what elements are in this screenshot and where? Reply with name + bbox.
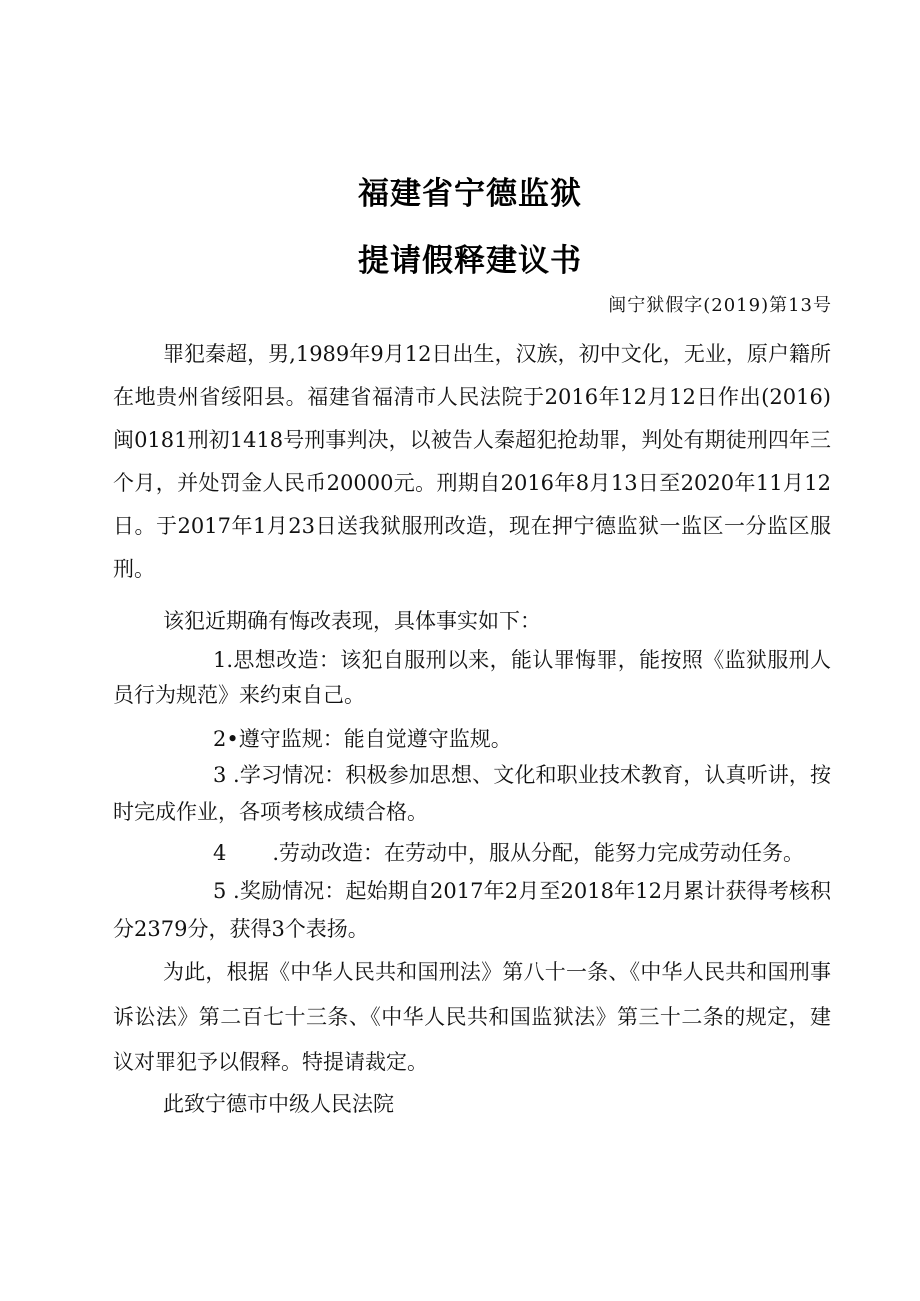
fact-item-text: 学习情况：积极参加思想、文化和职业技术教育，认真听讲，按时完成作业，各项考核成绩合格。 [113,763,831,824]
fact-item-number: 1. [213,648,234,672]
fact-item-text: 思想改造：该犯自服刑以来，能认罪悔罪，能按照《监狱服刑人员行为规范》来约束自己。 [113,648,831,707]
document-number: 闽宁狱假字(2019)第13号 [608,295,832,316]
fact-item-rewards [113,872,831,948]
fact-item-text: .劳动改造：在劳动中，服从分配，能努力完成劳动任务。 [272,841,805,865]
facts-lead-paragraph: 该犯近期确有悔改表现，具体事实如下： [163,609,541,633]
fact-item-text: 遵守监规：能自觉遵守监规。 [238,727,512,751]
document-title-institution: 福建省宁德监狱 [358,176,582,212]
fact-item-labor [113,832,831,874]
salutation: 此致宁德市中级人民法院 [163,1092,394,1116]
fact-item-number: 5 . [213,879,240,903]
fact-item-thought-reform [113,643,831,713]
fact-item-study [113,757,831,831]
intro-paragraph: 罪犯秦超，男,1989年9月12日出生，汉族，初中文化，无业，原户籍所在地贵州省绥阳县。福建省福清市人民法院于2016年12月12日作出(2016)闽0181刑初1418号刑事判决，以被告人秦超犯抢劫罪，判处有期徒刑四年三个月，并处罚金人民币20000元。刑期自2016年8月13日至2020年11月12日。于2017年1月23日送我狱服刑改造，现在押宁德监狱一监区一分监区服刑。 [113,342,831,581]
fact-item-discipline [113,718,831,760]
conclusion-paragraph: 为此，根据《中华人民共和国刑法》第八十一条、《中华人民共和国刑事诉讼法》第二百七十三条、《中华人民共和国监狱法》第三十二条的规定，建议对罪犯予以假释。特提请裁定。 [113,960,831,1074]
document-title-type: 提请假释建议书 [358,243,582,279]
fact-item-number: 2• [213,727,239,751]
fact-item-number: 3 . [213,763,240,787]
fact-item-text: 奖励情况：起始期自2017年2月至2018年12月累计获得考核积分2379分，获得3个表扬。 [113,879,831,941]
fact-item-number: 4 [213,841,227,865]
